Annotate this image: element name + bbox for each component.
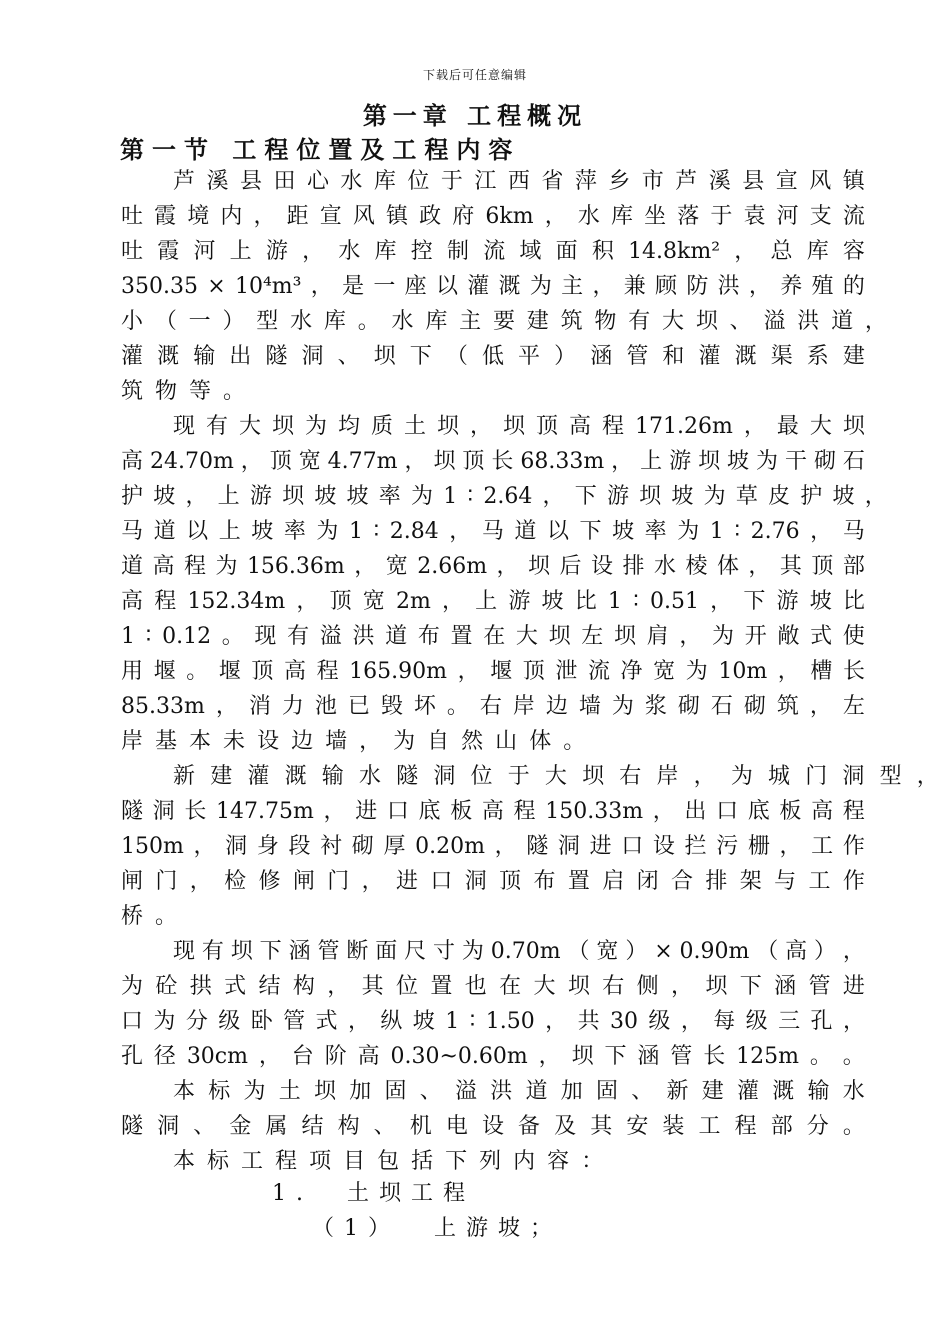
paragraph-line: 1 ∶ 0.12 。 现 有 溢 洪 道 布 置 在 大 坝 左 坝 肩 ， 为 开 敞 式 使 [121, 624, 865, 649]
paragraph-line: 高 24.70m ， 顶 宽 4.77m ， 坝 顶 长 68.33m ， 上 游 坝 坡 为 干 砌 石 [121, 449, 865, 474]
paragraph-line: 马 道 以 上 坡 率 为 1 ∶ 2.84 ， 马 道 以 下 坡 率 为 1 ∶ 2.76 ， 马 [121, 519, 865, 544]
paragraph-line: 小 （ 一 ） 型 水 库 。 水 库 主 要 建 筑 物 有 大 坝 、 溢 洪 道 ， [121, 309, 887, 334]
paragraph-line: 本 标 为 土 坝 加 固 、 溢 洪 道 加 固 、 新 建 灌 溉 输 水 [173, 1079, 865, 1104]
paragraph-line: 吐 霞 境 内 ， 距 宣 风 镇 政 府 6km ， 水 库 坐 落 于 袁 河 支 流 [121, 204, 865, 229]
paragraph-line: 现 有 大 坝 为 均 质 土 坝 ， 坝 顶 高 程 171.26m ， 最 大 坝 [173, 414, 865, 439]
list-item-earth-dam: 1. 土坝工程 [272, 1181, 475, 1206]
paragraph-line: 灌 溉 输 出 隧 洞 、 坝 下 （ 低 平 ） 涵 管 和 灌 溉 渠 系 建 [121, 344, 865, 369]
paragraph-line: 岸 基 本 未 设 边 墙 ， 为 自 然 山 体 。 [121, 729, 598, 754]
chapter-title: 第一章 工程概况 [362, 101, 588, 130]
paragraph-line: 口 为 分 级 卧 管 式 ， 纵 坡 1 ∶ 1.50 ， 共 30 级 ， 每 级 三 孔 ， [121, 1009, 865, 1034]
paragraph-line: 用 堰 。 堰 顶 高 程 165.90m ， 堰 顶 泄 流 净 宽 为 10m ， 槽 长 [121, 659, 865, 684]
paragraph-line: 本 标 工 程 项 目 包 括 下 列 内 容 ： [173, 1149, 616, 1174]
paragraph-line: 筑 物 等 。 [121, 379, 258, 404]
paragraph-line: 桥 。 [121, 904, 190, 929]
list-item-upstream-slope: （1） 上游坡； [312, 1216, 562, 1241]
paragraph-line: 隧 洞 长 147.75m ， 进 口 底 板 高 程 150.33m ， 出 口 底 板 高 程 [121, 799, 865, 824]
paragraph-line: 隧 洞 、 金 属 结 构 、 机 电 设 备 及 其 安 装 工 程 部 分 。 [121, 1114, 865, 1139]
paragraph-line: 道 高 程 为 156.36m ， 宽 2.66m ， 坝 后 设 排 水 棱 体 ， 其 顶 部 [121, 554, 865, 579]
paragraph-line: 新 建 灌 溉 输 水 隧 洞 位 于 大 坝 右 岸 ， 为 城 门 洞 型 ， [173, 764, 939, 789]
paragraph-line: 现 有 坝 下 涵 管 断 面 尺 寸 为 0.70m （ 宽 ） × 0.90m （ 高 ） ， [173, 939, 865, 964]
paragraph-line: 350.35 × 10⁴m³ ， 是 一 座 以 灌 溉 为 主 ， 兼 顾 防 洪 ， 养 殖 的 [121, 274, 865, 299]
paragraph-line: 85.33m ， 消 力 池 已 毁 坏 。 右 岸 边 墙 为 浆 砌 石 砌 筑 ， 左 [121, 694, 865, 719]
paragraph-line: 护 坡 ， 上 游 坝 坡 坡 率 为 1 ∶ 2.64 ， 下 游 坝 坡 为 草 皮 护 坡 ， [121, 484, 887, 509]
paragraph-line: 高 程 152.34m ， 顶 宽 2m ， 上 游 坡 比 1 ∶ 0.51 ， 下 游 坡 比 [121, 589, 865, 614]
paragraph-line: 150m ， 洞 身 段 衬 砌 厚 0.20m ， 隧 洞 进 口 设 拦 污 栅 ， 工 作 [121, 834, 865, 859]
paragraph-line: 吐 霞 河 上 游 ， 水 库 控 制 流 域 面 积 14.8km² ， 总 库 容 [121, 239, 865, 264]
paragraph-line: 为 砼 拱 式 结 构 ， 其 位 置 也 在 大 坝 右 侧 ， 坝 下 涵 管 进 [121, 974, 865, 999]
paragraph-line: 孔 径 30cm ， 台 阶 高 0.30~0.60m ， 坝 下 涵 管 长 125m 。 。 [121, 1044, 865, 1069]
paragraph-line: 闸 门 ， 检 修 闸 门 ， 进 口 洞 顶 布 置 启 闭 合 排 架 与 工 作 [121, 869, 865, 894]
page-header: 下载后可任意编辑 [422, 68, 527, 82]
section-title: 第一节 工程位置及工程内容 [120, 135, 521, 164]
paragraph-line: 芦 溪 县 田 心 水 库 位 于 江 西 省 萍 乡 市 芦 溪 县 宣 风 镇 [173, 169, 865, 194]
